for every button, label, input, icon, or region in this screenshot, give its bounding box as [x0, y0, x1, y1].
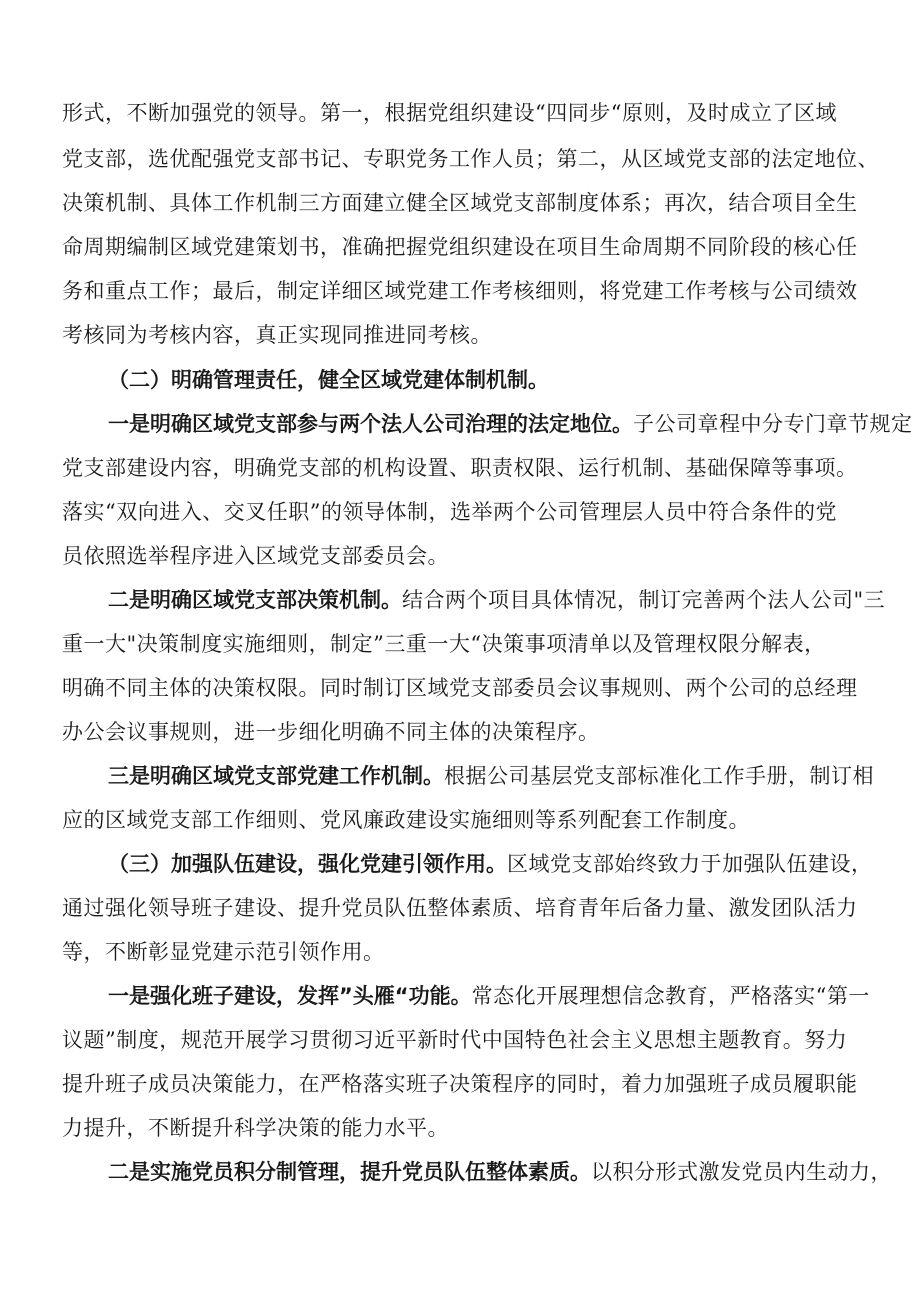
- body-line: 议题”制度，规范开展学习贯彻习近平新时代中国特色社会主义思想主题教育。努力: [62, 1028, 848, 1052]
- section-heading: （三）加强队伍建设，强化党建引领作用。: [108, 852, 507, 876]
- paragraph-text: 结合两个项目具体情况，制订完善两个法人公司"三: [402, 588, 886, 612]
- paragraph-text: 以积分形式激发党员内生动力，: [591, 1160, 892, 1184]
- body-line: 提升班子成员决策能力，在严格落实班子决策程序的同时，着力加强班子成员履职能: [62, 1072, 858, 1096]
- body-line: 力提升，不断提升科学决策的能力水平。: [62, 1116, 449, 1140]
- body-line: 员依照选举程序进入区域党支部委员会。: [62, 544, 449, 568]
- paragraph-text: 常态化开展理想信念教育，严格落实“第一: [471, 984, 870, 1008]
- body-line: 应的区域党支部工作细则、党风廉政建设实施细则等系列配套工作制度。: [62, 808, 750, 832]
- body-line: 命周期编制区域党建策划书，准确把握党组织建设在项目生命周期不同阶段的核心任: [62, 235, 858, 259]
- section-heading: （二）明确管理责任，健全区域党建体制机制。: [108, 368, 549, 392]
- body-line: 形式，不断加强党的领导。第一，根据党组织建设“四同步“原则，及时成立了区域: [62, 101, 837, 125]
- paragraph-lead: 三是明确区域党支部党建工作机制。: [108, 764, 444, 788]
- paragraph-lead: 二是明确区域党支部决策机制。: [108, 588, 402, 612]
- paragraph-first-line: [108, 849, 908, 879]
- paragraph-first-line: [108, 1157, 908, 1187]
- body-line: 考核同为考核内容，真正实现同推进同考核。: [62, 323, 492, 347]
- paragraph-first-line: [108, 981, 908, 1011]
- body-line: 通过强化领导班子建设、提升党员队伍整体素质、培育青年后备力量、激发团队活力: [62, 896, 858, 920]
- body-line: 等，不断彰显党建示范引领作用。: [62, 940, 385, 964]
- paragraph-lead: 一是强化班子建设，发挥”头雁“功能。: [108, 984, 472, 1008]
- paragraph-text: 区域党支部始终致力于加强队伍建设，: [507, 852, 873, 876]
- body-line: 党支部，选优配强党支部书记、专职党务工作人员；第二，从区域党支部的法定地位、: [62, 147, 879, 171]
- body-line: 明确不同主体的决策权限。同时制订区域党支部委员会议事规则、两个公司的总经理: [62, 676, 858, 700]
- body-line: 决策机制、具体工作机制三方面建立健全区域党支部制度体系；再次，结合项目全生: [62, 191, 858, 215]
- paragraph-text: 子公司章程中分专门章节规定: [633, 412, 913, 436]
- paragraph-text: 根据公司基层党支部标准化工作手册，制订相: [444, 764, 874, 788]
- paragraph-lead: 一是明确区域党支部参与两个法人公司治理的法定地位。: [108, 412, 633, 436]
- paragraph-first-line: [108, 761, 908, 791]
- paragraph-lead: 二是实施党员积分制管理，提升党员队伍整体素质。: [108, 1160, 591, 1184]
- body-line: 务和重点工作；最后，制定详细区域党建工作考核细则，将党建工作考核与公司绩效: [62, 279, 858, 303]
- paragraph-first-line: [108, 585, 908, 615]
- body-line: 落实“双向进入、交叉任职”的领导体制，选举两个公司管理层人员中符合条件的党: [62, 500, 837, 524]
- body-line: 办公会议事规则，进一步细化明确不同主体的决策程序。: [62, 720, 600, 744]
- body-line: 重一大"决策制度实施细则，制定”三重一大“决策事项清单以及管理权限分解表，: [62, 632, 826, 656]
- body-line: 党支部建设内容，明确党支部的机构设置、职责权限、运行机制、基础保障等事项。: [62, 456, 858, 480]
- paragraph-first-line: [108, 409, 913, 439]
